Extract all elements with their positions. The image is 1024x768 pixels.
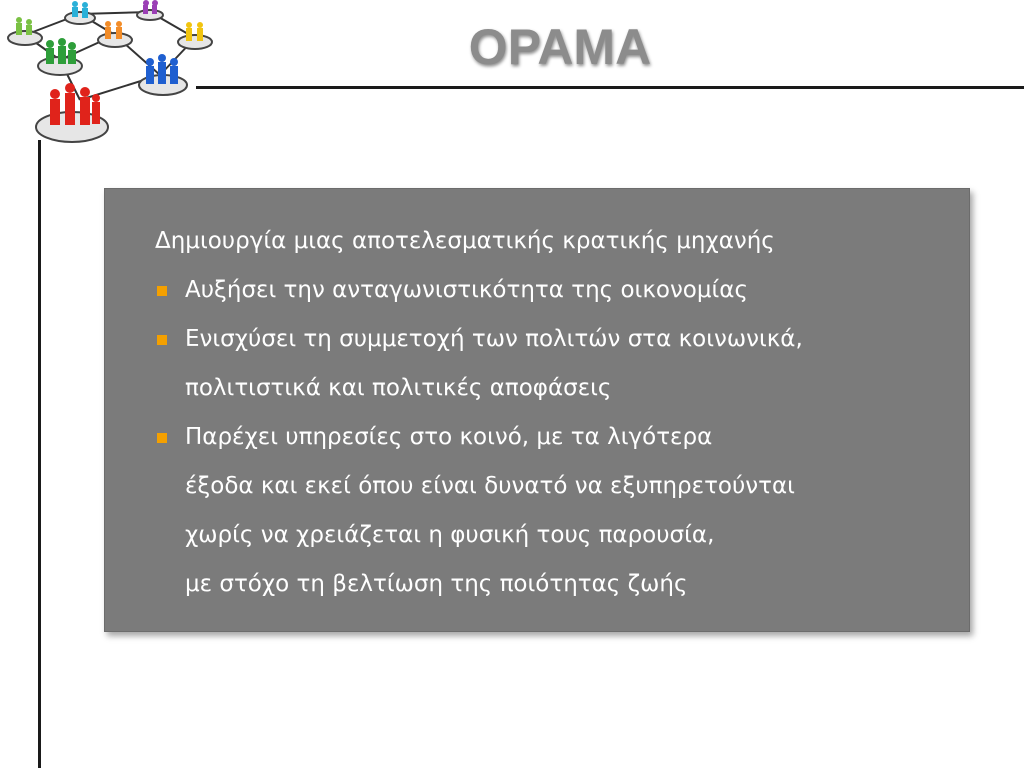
slide-title: ΟΡΑΜΑ: [468, 19, 652, 75]
content-box: [104, 188, 970, 632]
bullet-text: [185, 413, 955, 609]
bullet-line: με στόχο τη βελτίωση της ποιότητας ζωής: [185, 571, 688, 597]
bullet-line: χωρίς να χρειάζεται η φυσική τους παρουσία,: [185, 522, 715, 548]
left-vertical-rule: [38, 140, 41, 768]
bullet-item: [155, 266, 955, 315]
content-text: [155, 217, 955, 609]
bullet-text: [185, 315, 955, 413]
bullet-line: Παρέχει υπηρεσίες στο κοινό, με τα λιγότερα: [185, 424, 713, 450]
bullet-line: Αυξήσει την ανταγωνιστικότητα της οικονομίας: [185, 277, 748, 303]
bullet-line: πολιτιστικά και πολιτικές αποφάσεις: [185, 375, 612, 401]
people-network-icon: [0, 0, 230, 160]
bullet-square-icon: [157, 335, 167, 345]
bullet-line: έξοδα και εκεί όπου είναι δυνατό να εξυπηρετούνται: [185, 473, 795, 499]
bullet-text: [185, 266, 955, 315]
bullet-square-icon: [157, 433, 167, 443]
bullet-item: [155, 413, 955, 609]
title-underline: [196, 86, 1024, 89]
bullet-line: Ενισχύσει τη συμμετοχή των πολιτών στα κοινωνικά,: [185, 326, 803, 352]
bullet-item: [155, 315, 955, 413]
content-heading: Δημιουργία μιας αποτελεσματικής κρατικής μηχανής: [155, 228, 775, 254]
bullet-square-icon: [157, 286, 167, 296]
